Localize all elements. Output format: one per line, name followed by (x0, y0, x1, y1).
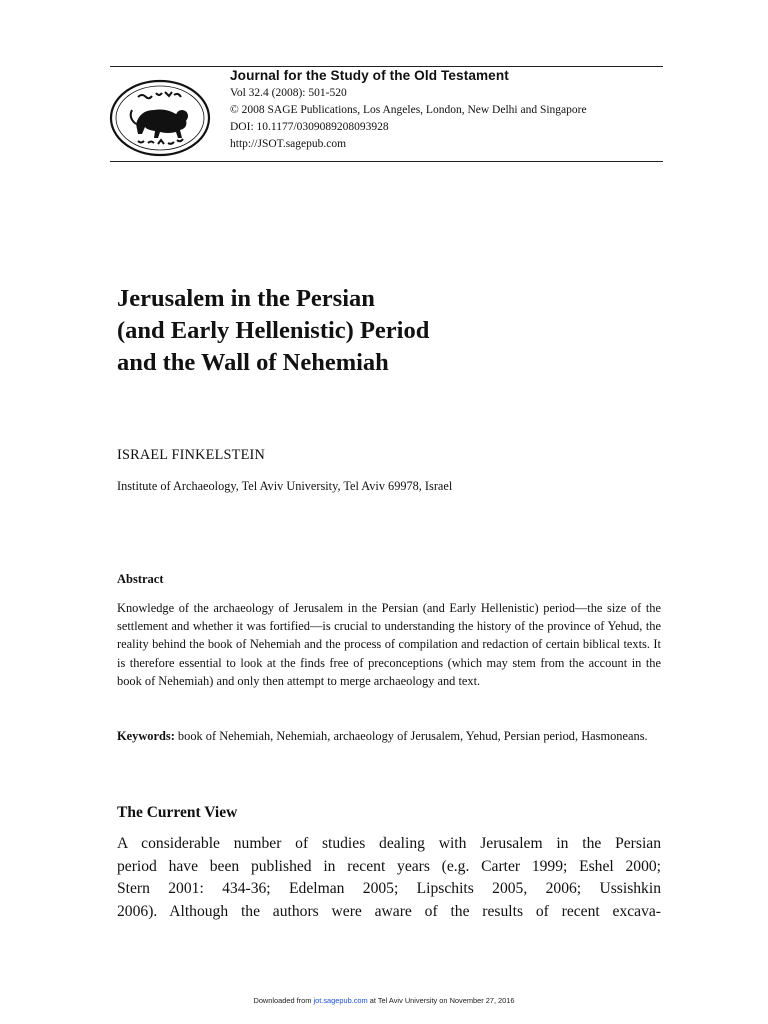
footer-link[interactable]: jot.sagepub.com (313, 996, 368, 1005)
title-line-1: Jerusalem in the Persian (117, 285, 375, 312)
header-top-rule (110, 66, 663, 67)
footer-suffix: at Tel Aviv University on November 27, 2016 (367, 996, 515, 1005)
volume-info: Vol 32.4 (2008): 501-520 (230, 87, 347, 99)
journal-title: Journal for the Study of the Old Testament (230, 68, 509, 83)
body-line: period have been published in recent years (e.g. Carter 1999; Eshel 2000; (117, 857, 661, 875)
body-line: Stern 2001: 434-36; Edelman 2005; Lipschits 2005, 2006; Ussishkin (117, 880, 661, 897)
keywords-text: book of Nehemiah, Nehemiah, archaeology of Jerusalem, Yehud, Persian period, Hasmoneans. (174, 729, 648, 743)
footer-prefix: Downloaded from (253, 996, 314, 1005)
body-paragraph (117, 833, 661, 923)
doi-line: DOI: 10.1177/0309089208093928 (230, 121, 389, 133)
header-bottom-rule (110, 161, 663, 162)
download-footer (0, 996, 768, 1005)
section-heading: The Current View (117, 804, 238, 821)
journal-logo-seal (108, 78, 212, 158)
article-title (117, 283, 677, 379)
journal-url[interactable]: http://JSOT.sagepub.com (230, 138, 347, 150)
title-line-3: and the Wall of Nehemiah (117, 349, 389, 376)
author-affiliation: Institute of Archaeology, Tel Aviv University, Tel Aviv 69978, Israel (117, 479, 453, 493)
keywords-label: Keywords: (117, 729, 175, 743)
author-name: ISRAEL FINKELSTEIN (117, 447, 266, 463)
abstract-text: Knowledge of the archaeology of Jerusalem in the Persian (and Early Hellenistic) period—the size of the settlement and whether it was fortified—is crucial to understanding the history of the province of Yehud, the reality behind the book of Nehemiah and the process of compilation and redaction of certain biblical texts. It is therefore essential to look at the finds free of preconceptions (which may stem from the account in the book of Nehemiah) and only then attempt to merge archaeology and text. (117, 601, 661, 688)
keywords (117, 727, 661, 745)
journal-header (230, 68, 670, 153)
title-line-2: (and Early Hellenistic) Period (117, 317, 430, 344)
body-line: A considerable number of studies dealing with Jerusalem in the Persian (117, 835, 661, 852)
copyright-line: © 2008 SAGE Publications, Los Angeles, London, New Delhi and Singapore (230, 104, 587, 116)
abstract-heading: Abstract (117, 572, 164, 586)
body-line: 2006). Although the authors were aware of the results of recent excava- (117, 902, 661, 920)
